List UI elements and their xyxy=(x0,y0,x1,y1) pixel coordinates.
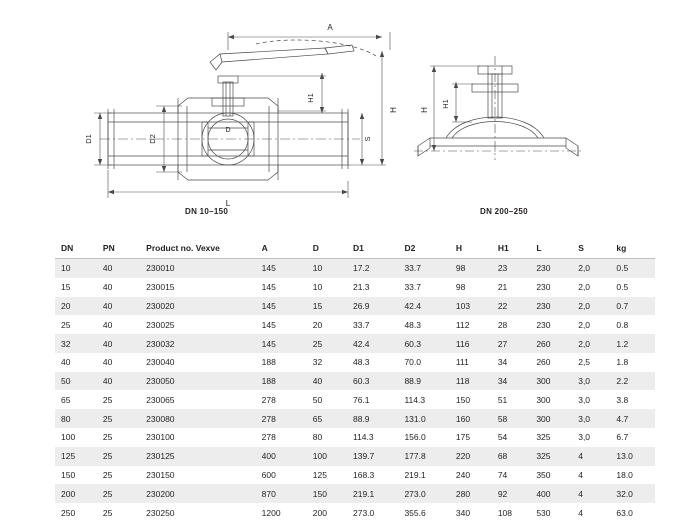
cell-a: 1200 xyxy=(261,507,281,518)
cell-l: 300 xyxy=(536,394,551,405)
cell-h: 175 xyxy=(455,432,471,443)
cell-pn: 25 xyxy=(102,469,113,480)
cell-a: 600 xyxy=(261,469,276,480)
cell-product-no: 230065 xyxy=(146,394,175,405)
cell-d: 25 xyxy=(311,334,351,353)
table-row xyxy=(55,334,655,353)
cell-pn: 25 xyxy=(102,507,113,518)
cell-s: 4 xyxy=(576,447,614,466)
cell-d2: 48.3 xyxy=(404,319,421,330)
cell-pn: 25 xyxy=(101,409,144,428)
table-row xyxy=(55,428,655,447)
cell-pn: 40 xyxy=(102,357,113,368)
cell-a: 400 xyxy=(260,447,311,466)
cell-h1: 68 xyxy=(496,447,534,466)
cell-d2: 33.7 xyxy=(402,259,453,278)
cell-l: 230 xyxy=(536,319,551,330)
cell-dn: 250 xyxy=(61,507,76,518)
cell-d2: 177.8 xyxy=(402,447,453,466)
cell-pn: 25 xyxy=(102,394,113,405)
dim-label-H-right: H xyxy=(420,107,429,113)
cell-kg: 6.7 xyxy=(616,432,629,443)
cell-d2: 219.1 xyxy=(404,469,426,480)
dim-label-D1: D1 xyxy=(84,134,93,144)
cell-product-no: 230015 xyxy=(146,282,175,293)
table-row xyxy=(55,503,655,522)
cell-d1: 26.9 xyxy=(351,297,402,316)
cell-s: 2,0 xyxy=(576,334,614,353)
cell-s: 2,0 xyxy=(578,282,591,293)
cell-h: 103 xyxy=(454,297,496,316)
cell-dn: 20 xyxy=(55,297,101,316)
cell-s: 2,5 xyxy=(578,357,591,368)
cell-a: 145 xyxy=(261,319,276,330)
cell-d2: 273.0 xyxy=(402,484,453,503)
cell-s: 3,0 xyxy=(576,372,614,391)
cell-kg: 1.2 xyxy=(614,334,655,353)
cell-dn: 25 xyxy=(61,319,71,330)
dim-label-H1-right: H1 xyxy=(441,99,450,109)
cell-d2: 33.7 xyxy=(404,282,421,293)
cell-pn: 40 xyxy=(102,282,113,293)
cell-h: 111 xyxy=(455,357,469,368)
cell-h: 150 xyxy=(455,394,471,405)
table-row xyxy=(55,409,655,428)
cell-pn: 40 xyxy=(101,259,144,278)
cell-dn: 32 xyxy=(55,334,101,353)
cell-d2: 355.6 xyxy=(404,507,426,518)
cell-a: 278 xyxy=(260,409,311,428)
cell-l: 230 xyxy=(534,259,576,278)
cell-a: 278 xyxy=(261,432,276,443)
cell-d1: 33.7 xyxy=(352,319,370,330)
cell-h1: 92 xyxy=(496,484,534,503)
cell-kg: 2.2 xyxy=(614,372,655,391)
cell-s: 2,0 xyxy=(576,259,614,278)
cell-dn: 100 xyxy=(61,432,76,443)
cell-s: 4 xyxy=(578,507,583,518)
cell-product-no: 230040 xyxy=(146,357,175,368)
header-d1: D1 xyxy=(351,238,402,259)
cell-h1: 58 xyxy=(496,409,534,428)
cell-d: 20 xyxy=(312,319,323,330)
cell-d: 200 xyxy=(312,507,327,518)
table-header-row xyxy=(55,238,655,259)
cell-h: 220 xyxy=(454,447,496,466)
header-d: D xyxy=(311,238,351,259)
cell-d: 80 xyxy=(312,432,323,443)
cell-a: 145 xyxy=(260,297,311,316)
cell-kg: 0.8 xyxy=(616,319,629,330)
cell-d1: 17.2 xyxy=(351,259,402,278)
cell-h1: 34 xyxy=(497,357,508,368)
valve-drawing-dn200-250 xyxy=(400,10,600,225)
cell-d: 10 xyxy=(311,259,351,278)
cell-l: 260 xyxy=(534,334,576,353)
cell-h: 118 xyxy=(454,372,496,391)
cell-dn: 50 xyxy=(55,372,101,391)
cell-kg: 0.7 xyxy=(614,297,655,316)
cell-kg: 0.5 xyxy=(616,282,629,293)
cell-l: 325 xyxy=(536,432,551,443)
cell-d: 32 xyxy=(312,357,323,368)
cell-d1: 139.7 xyxy=(351,447,402,466)
cell-dn: 40 xyxy=(61,357,71,368)
cell-d1: 21.3 xyxy=(352,282,370,293)
cell-d: 125 xyxy=(312,469,327,480)
header-l: L xyxy=(534,238,576,259)
cell-product-no: 230100 xyxy=(146,432,175,443)
cell-a: 870 xyxy=(260,484,311,503)
cell-l: 325 xyxy=(534,447,576,466)
cell-pn: 25 xyxy=(101,447,144,466)
cell-d2: 114.3 xyxy=(404,394,426,405)
cell-s: 4 xyxy=(578,469,583,480)
cell-l: 260 xyxy=(536,357,551,368)
valve-drawing-right-svg xyxy=(400,10,600,225)
cell-s: 2,0 xyxy=(578,319,591,330)
cell-d1: 168.3 xyxy=(352,469,375,480)
cell-pn: 25 xyxy=(102,432,113,443)
table-row xyxy=(55,484,655,503)
drawing-area xyxy=(0,0,700,230)
table-row xyxy=(55,447,655,466)
cell-dn: 10 xyxy=(55,259,101,278)
table-row xyxy=(55,315,655,334)
cell-kg: 13.0 xyxy=(614,447,655,466)
cell-d: 100 xyxy=(311,447,351,466)
cell-product-no: 230050 xyxy=(144,372,259,391)
cell-dn: 65 xyxy=(61,394,71,405)
cell-product-no: 230025 xyxy=(146,319,175,330)
drawing-caption-left: DN 10–150 xyxy=(185,207,229,216)
cell-h1: 23 xyxy=(496,259,534,278)
cell-d1: 48.3 xyxy=(352,357,370,368)
cell-a: 188 xyxy=(260,372,311,391)
cell-kg: 18.0 xyxy=(616,469,633,480)
cell-d: 65 xyxy=(311,409,351,428)
cell-dn: 200 xyxy=(55,484,101,503)
cell-s: 3,0 xyxy=(578,394,591,405)
cell-pn: 40 xyxy=(101,334,144,353)
table-head xyxy=(55,238,655,259)
cell-dn: 150 xyxy=(61,469,76,480)
table-row xyxy=(55,466,655,485)
table-row xyxy=(55,353,655,372)
cell-pn: 40 xyxy=(102,319,113,330)
cell-pn: 40 xyxy=(101,297,144,316)
header-product-no: Product no. Vexve xyxy=(144,238,259,259)
cell-l: 530 xyxy=(536,507,551,518)
cell-h1: 22 xyxy=(496,297,534,316)
cell-l: 300 xyxy=(534,409,576,428)
cell-h: 340 xyxy=(455,507,471,518)
cell-h: 160 xyxy=(454,409,496,428)
cell-l: 350 xyxy=(536,469,551,480)
table-row xyxy=(55,259,655,278)
cell-a: 145 xyxy=(260,334,311,353)
cell-product-no: 230080 xyxy=(144,409,259,428)
cell-d2: 131.0 xyxy=(402,409,453,428)
cell-d2: 70.0 xyxy=(404,357,421,368)
cell-d1: 76.1 xyxy=(352,394,370,405)
cell-kg: 63.0 xyxy=(616,507,633,518)
cell-l: 300 xyxy=(534,372,576,391)
specification-table xyxy=(55,238,655,522)
dim-label-D: D xyxy=(225,127,231,134)
header-pn: PN xyxy=(101,238,144,259)
cell-dn: 15 xyxy=(61,282,71,293)
cell-l: 230 xyxy=(534,297,576,316)
dim-label-S: S xyxy=(363,136,372,142)
header-h: H xyxy=(454,238,496,259)
cell-s: 4 xyxy=(576,484,614,503)
cell-d2: 42.4 xyxy=(402,297,453,316)
dim-label-H: H xyxy=(389,107,398,113)
cell-d: 15 xyxy=(311,297,351,316)
table-row xyxy=(55,390,655,409)
cell-product-no: 230250 xyxy=(146,507,175,518)
cell-d2: 88.9 xyxy=(402,372,453,391)
cell-h: 112 xyxy=(455,319,470,330)
table-row xyxy=(55,297,655,316)
cell-d1: 273.0 xyxy=(352,507,375,518)
cell-h: 98 xyxy=(454,259,496,278)
dim-label-A: A xyxy=(327,23,333,32)
valve-drawing-dn10-150 xyxy=(60,10,398,225)
cell-h: 240 xyxy=(455,469,471,480)
cell-h1: 21 xyxy=(497,282,508,293)
cell-d: 150 xyxy=(311,484,351,503)
header-a: A xyxy=(260,238,311,259)
cell-h1: 74 xyxy=(497,469,508,480)
cell-h1: 28 xyxy=(497,319,508,330)
table-body xyxy=(55,259,655,522)
cell-kg: 1.8 xyxy=(616,357,629,368)
cell-product-no: 230200 xyxy=(144,484,259,503)
header-kg: kg xyxy=(614,238,655,259)
valve-drawing-left-svg xyxy=(60,10,398,225)
cell-h1: 51 xyxy=(497,394,508,405)
cell-d: 40 xyxy=(311,372,351,391)
cell-kg: 3.8 xyxy=(616,394,629,405)
cell-s: 2,0 xyxy=(576,297,614,316)
cell-dn: 125 xyxy=(55,447,101,466)
cell-d: 10 xyxy=(312,282,323,293)
drawing-caption-right: DN 200–250 xyxy=(480,207,528,216)
cell-a: 145 xyxy=(260,259,311,278)
cell-h1: 108 xyxy=(497,507,513,518)
header-s: S xyxy=(576,238,614,259)
cell-h1: 27 xyxy=(496,334,534,353)
header-d2: D2 xyxy=(402,238,453,259)
cell-s: 3,0 xyxy=(576,409,614,428)
cell-product-no: 230010 xyxy=(144,259,259,278)
cell-a: 145 xyxy=(261,282,276,293)
cell-pn: 25 xyxy=(101,484,144,503)
specification-table-wrap xyxy=(55,238,655,522)
cell-l: 400 xyxy=(534,484,576,503)
cell-d2: 60.3 xyxy=(402,334,453,353)
cell-h: 280 xyxy=(454,484,496,503)
dim-label-L: L xyxy=(225,199,231,208)
cell-d2: 156.0 xyxy=(404,432,426,443)
cell-d: 50 xyxy=(312,394,323,405)
cell-product-no: 230032 xyxy=(144,334,259,353)
cell-h1: 34 xyxy=(496,372,534,391)
cell-product-no: 230125 xyxy=(144,447,259,466)
cell-d1: 114.3 xyxy=(352,432,374,443)
cell-kg: 32.0 xyxy=(614,484,655,503)
cell-s: 3,0 xyxy=(578,432,591,443)
cell-product-no: 230020 xyxy=(144,297,259,316)
cell-kg: 4.7 xyxy=(614,409,655,428)
cell-l: 230 xyxy=(536,282,551,293)
cell-dn: 80 xyxy=(55,409,101,428)
cell-d1: 42.4 xyxy=(351,334,402,353)
header-dn: DN xyxy=(55,238,101,259)
cell-h1: 54 xyxy=(497,432,508,443)
cell-d1: 88.9 xyxy=(351,409,402,428)
dim-label-H1: H1 xyxy=(306,93,315,103)
cell-product-no: 230150 xyxy=(146,469,175,480)
cell-a: 188 xyxy=(261,357,276,368)
table-row xyxy=(55,278,655,297)
cell-d1: 219.1 xyxy=(351,484,402,503)
dim-label-D2: D2 xyxy=(148,134,157,144)
header-h1: H1 xyxy=(496,238,534,259)
cell-h: 116 xyxy=(454,334,496,353)
cell-h: 98 xyxy=(455,282,466,293)
cell-kg: 0.5 xyxy=(614,259,655,278)
cell-d1: 60.3 xyxy=(351,372,402,391)
cell-pn: 40 xyxy=(101,372,144,391)
cell-a: 278 xyxy=(261,394,276,405)
table-row xyxy=(55,372,655,391)
